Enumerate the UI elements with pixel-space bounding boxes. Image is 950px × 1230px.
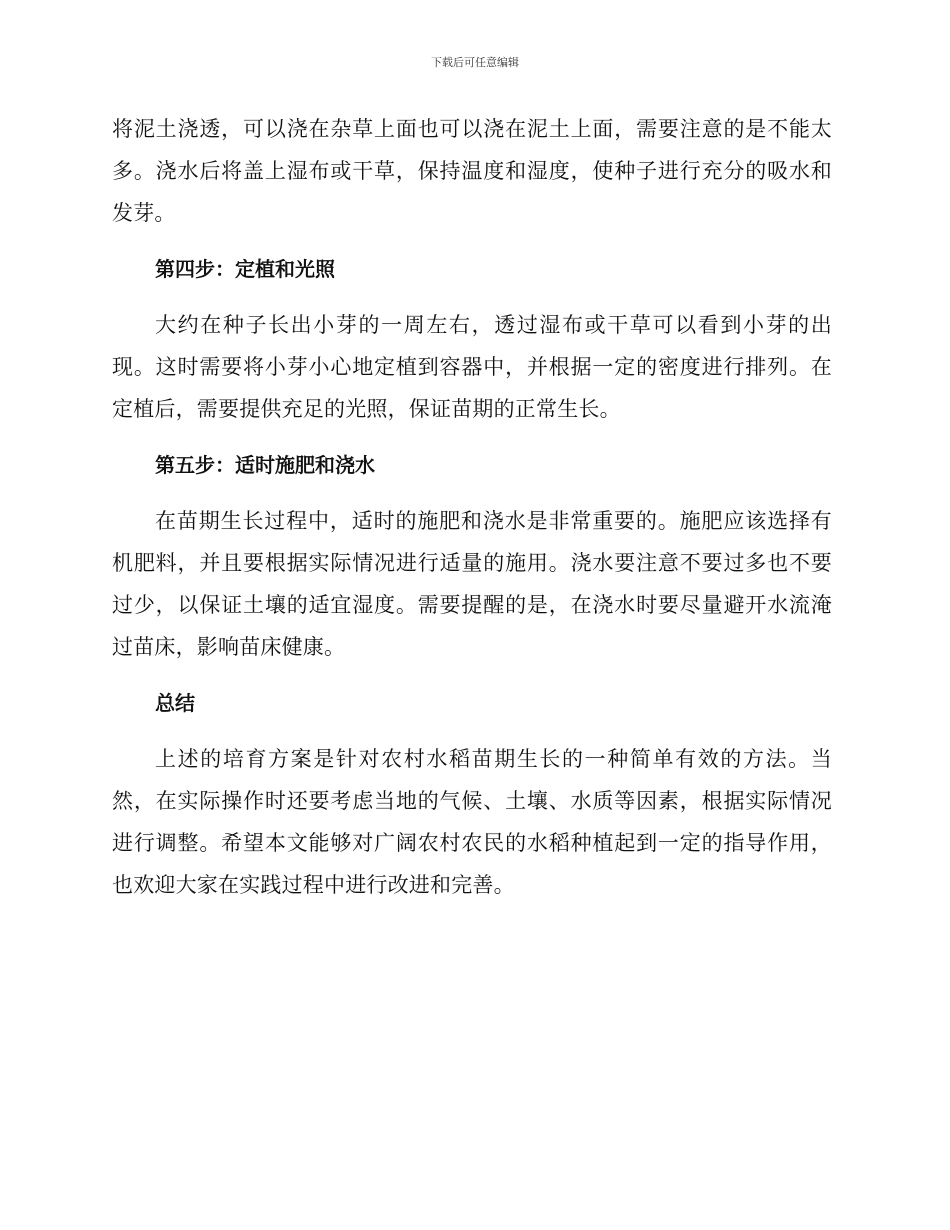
paragraph-summary: 上述的培育方案是针对农村水稻苗期生长的一种简单有效的方法。当然，在实际操作时还要考虑当地的气候、土壤、水质等因素，根据实际情况进行调整。希望本文能够对广阔农村农民的水稻种植起到一定的指导作用，也欢迎大家在实践过程中进行改进和完善。 xyxy=(112,747,832,897)
section-heading-summary: 总结 xyxy=(155,691,195,715)
paragraph-continued: 将泥土浇透，可以浇在杂草上面也可以浇在泥土上面，需要注意的是不能太多。浇水后将盖上湿布或干草，保持温度和湿度，使种子进行充分的吸水和发芽。 xyxy=(112,117,832,225)
paragraph-step-four: 大约在种子长出小芽的一周左右，透过湿布或干草可以看到小芽的出现。这时需要将小芽小心地定植到容器中，并根据一定的密度进行排列。在定植后，需要提供充足的光照，保证苗期的正常生长。 xyxy=(112,313,832,421)
paragraph-step-five: 在苗期生长过程中，适时的施肥和浇水是非常重要的。施肥应该选择有机肥料，并且要根据实际情况进行适量的施用。浇水要注意不要过多也不要过少，以保证土壤的适宜湿度。需要提醒的是，在浇水时要尽量避开水流淹过苗床，影响苗床健康。 xyxy=(112,509,832,659)
section-heading-step-five: 第五步：适时施肥和浇水 xyxy=(155,453,375,477)
section-heading-step-four: 第四步：定植和光照 xyxy=(155,257,335,281)
page-header: 下载后可任意编辑 xyxy=(431,56,519,69)
document-body xyxy=(112,108,832,920)
